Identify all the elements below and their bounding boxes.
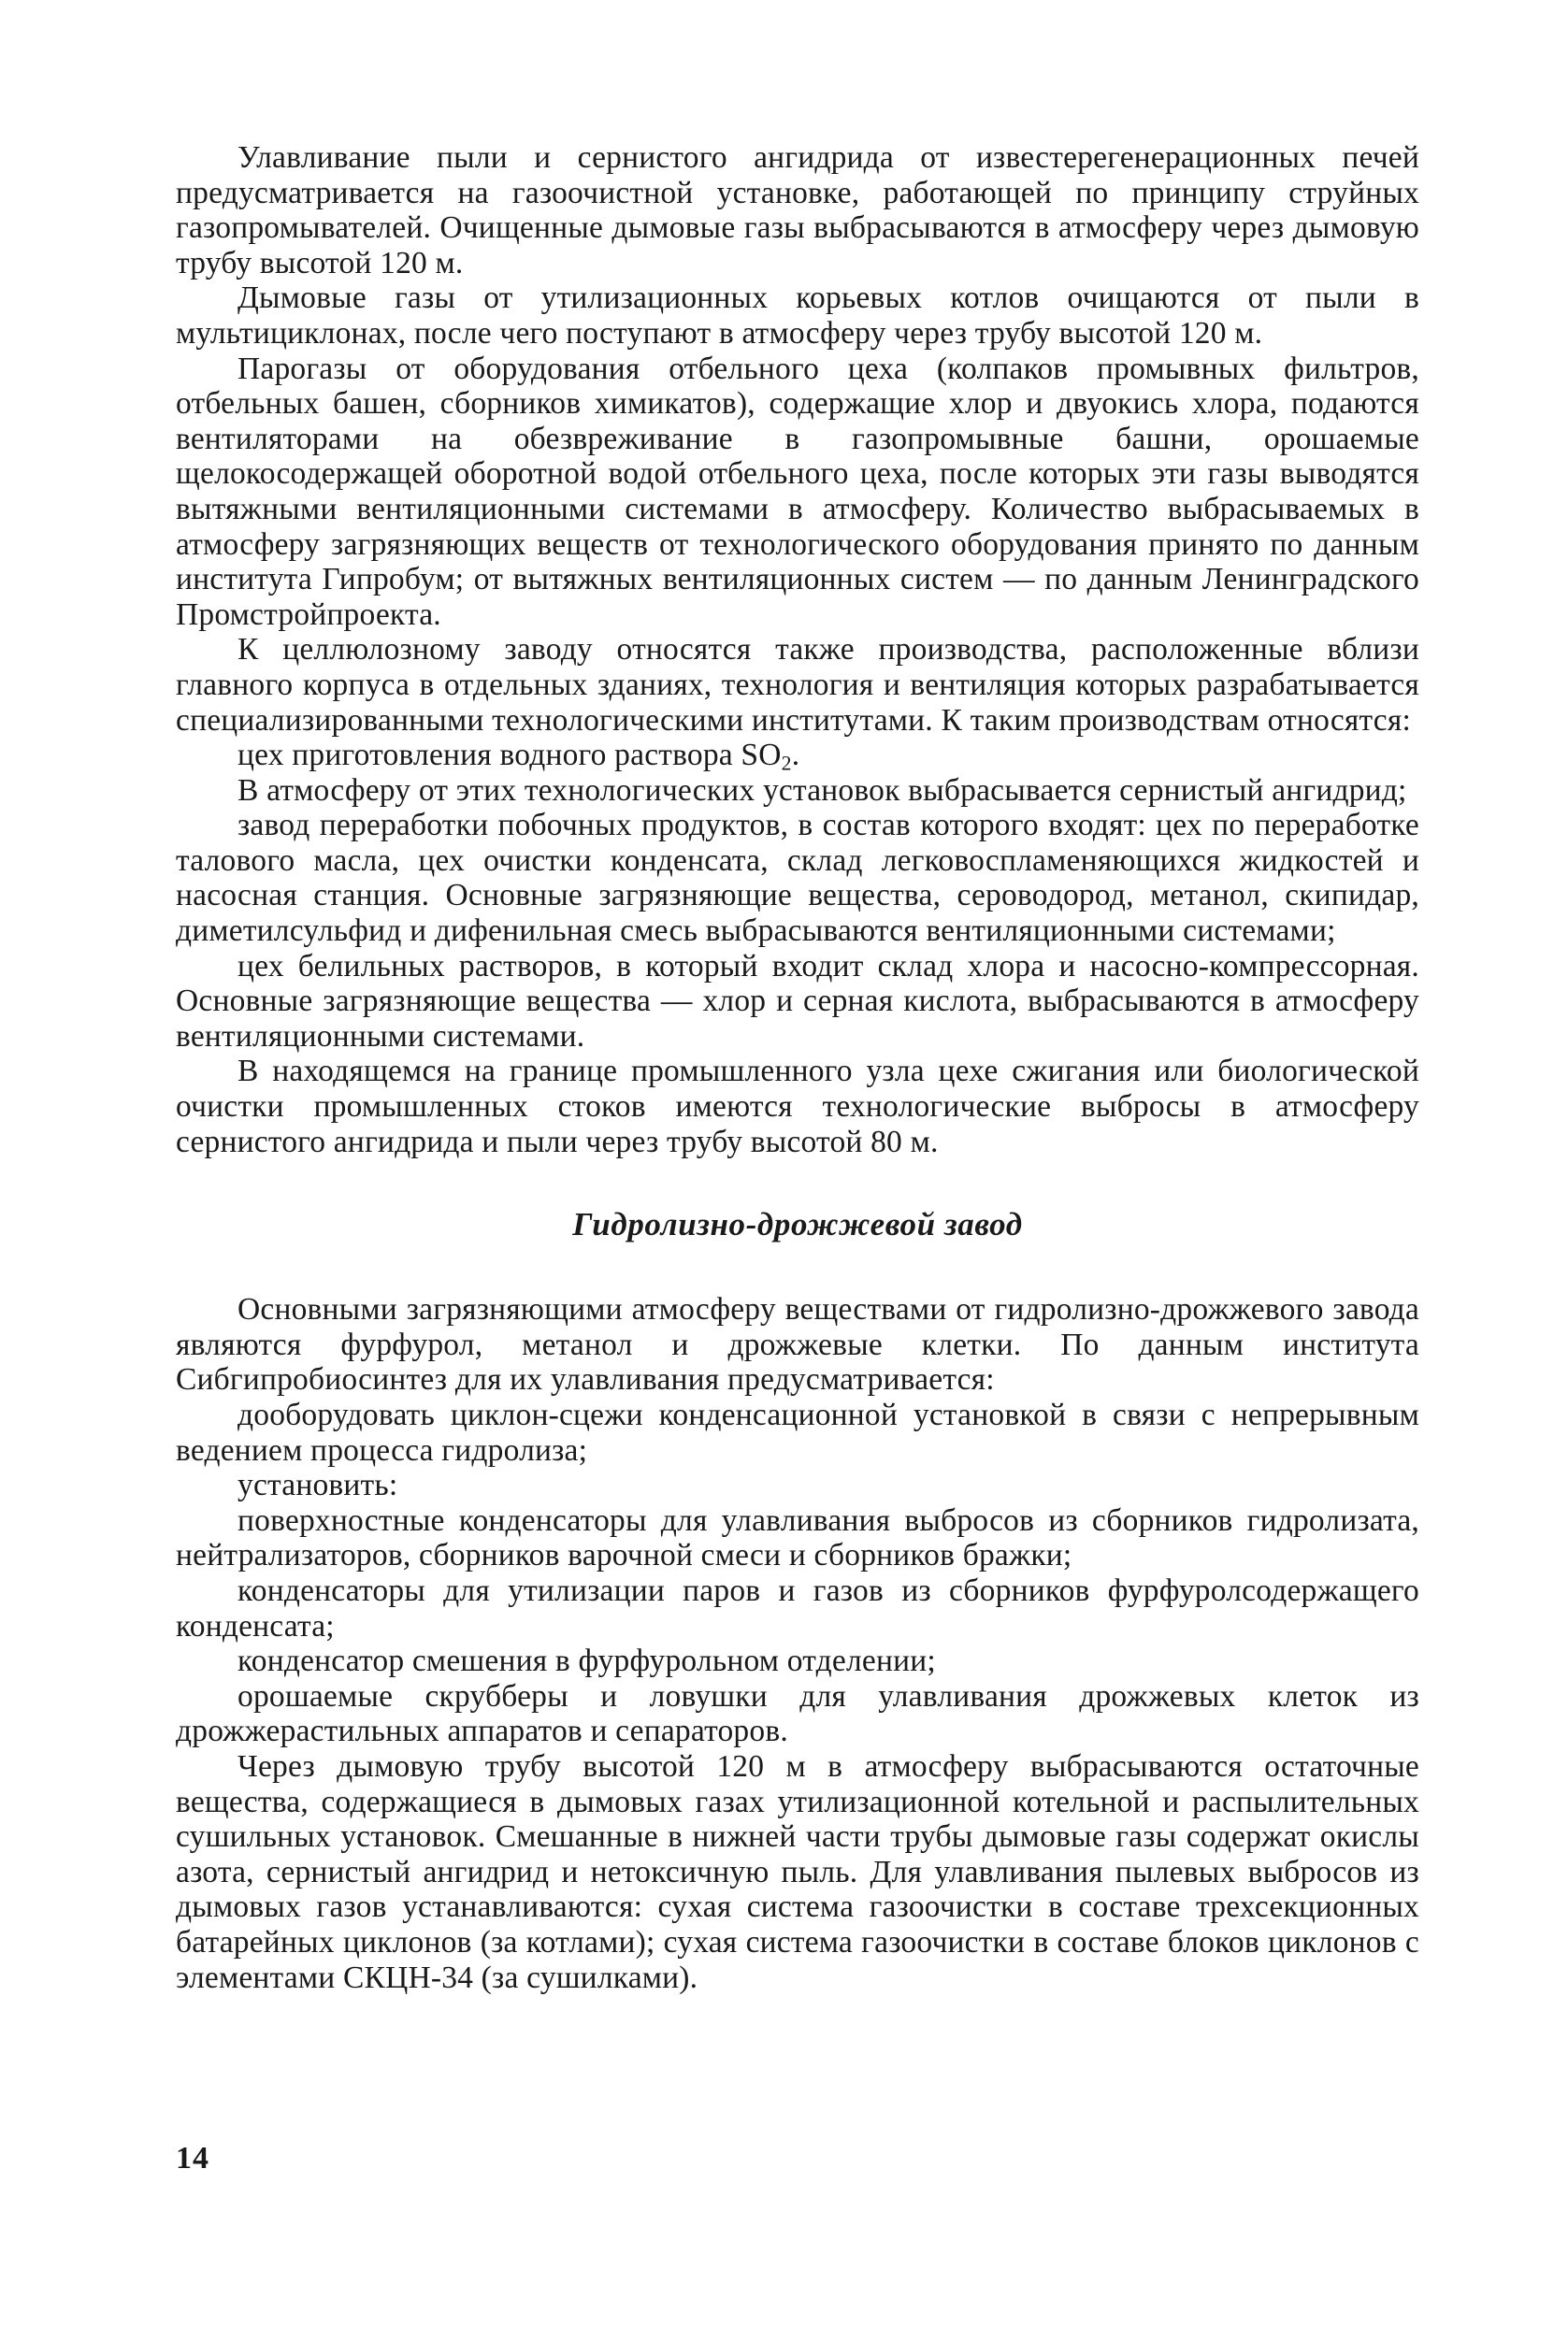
paragraph: Улавливание пыли и сернистого ангидрида от известерегенерационных печей предусматривается на газоочистной установке, работающей по принципу струйных газопромывателей. Очищенные дымовые газы выбрасываются в атмосферу через дымовую трубу высотой 120 м. [176, 140, 1419, 280]
paragraph: Дымовые газы от утилизационных корьевых котлов очищаются от пыли в мультициклонах, после чего поступают в атмосферу через трубу высотой 120 м. [176, 280, 1419, 351]
section-heading: Гидролизно-дрожжевой завод [572, 1206, 1023, 1243]
paragraph: Парогазы от оборудования отбельного цеха (колпаков промывных фильтров, отбельных башен, сборников химикатов), содержащие хлор и двуокись хлора, подаются вентиляторами на обезвреживание в газопромывные башни, орошаемые щелокосодержащей оборотной водой отбельного цеха, после которых эти газы выводятся вытяжными вентиляционными системами в атмосферу. Количество выбрасываемых в атмосферу загрязняющих веществ от технологического оборудования принято по данным института Гипробум; от вытяжных вентиляционных систем — по данным Ленинградского Промстройпроекта. [176, 351, 1419, 632]
paragraph: завод переработки побочных продуктов, в состав которого входят: цех по переработке талового масла, цех очистки конденсата, склад легковоспламеняющихся жидкостей и насосная станция. Основные загрязняющие вещества, сероводород, метанол, скипидар, диметилсульфид и дифенильная смесь выбрасываются вентиляционными системами; [176, 808, 1419, 949]
paragraph: дооборудовать циклон-сцежи конденсационной установкой в связи с непрерывным ведением процесса гидролиза; [176, 1398, 1419, 1468]
paragraph: установить: [237, 1468, 398, 1503]
paragraph: В атмосферу от этих технологических установок выбрасывается сернистый ангидрид; [237, 772, 1407, 808]
paragraph-so2 [176, 738, 1419, 773]
paragraph: К целлюлозному заводу относятся также производства, расположенные вблизи главного корпуса в отдельных зданиях, технология и вентиляция которых разрабатывается специализированными технологическими институтами. К таким производствам относятся: [176, 632, 1419, 738]
paragraph: Через дымовую трубу высотой 120 м в атмосферу выбрасываются остаточные вещества, содержащиеся в дымовых газах утилизационной котельной и распылительных сушильных установок. Смешанные в нижней части трубы дымовые газы содержат окислы азота, сернистый ангидрид и нетоксичную пыль. Для улавливания пылевых выбросов из дымовых газов устанавливаются: сухая система газоочистки в составе трехсекционных батарейных циклонов (за котлами); сухая система газоочистки в составе блоков циклонов с элементами СКЦН-34 (за сушилками). [176, 1748, 1419, 1995]
paragraph: В находящемся на границе промышленного узла цехе сжигания или биологической очистки промышленных стоков имеются технологические выбросы в атмосферу сернистого ангидрида и пыли через трубу высотой 80 м. [176, 1054, 1419, 1159]
paragraph: конденсатор смешения в фурфурольном отделении; [237, 1644, 936, 1679]
document-page [176, 140, 1419, 2244]
paragraph: цех белильных растворов, в который входит склад хлора и насосно-компрессорная. Основные загрязняющие вещества — хлор и серная кислота, выбрасываются в атмосферу вентиляционными системами. [176, 948, 1419, 1054]
paragraph: поверхностные конденсаторы для улавливания выбросов из сборников гидролизата, нейтрализаторов, сборников варочной смеси и сборников бражки; [176, 1502, 1419, 1573]
so2-subscript: 2 [781, 752, 792, 775]
paragraph: орошаемые скрубберы и ловушки для улавливания дрожжевых клеток из дрожжерастильных аппаратов и сепараторов. [176, 1678, 1419, 1749]
so2-line-text: цех приготовления водного раствора SO [237, 738, 782, 773]
page-number: 14 [176, 2141, 209, 2176]
paragraph: Основными загрязняющими атмосферу веществами от гидролизно-дрожжевого завода являются фурфурол, метанол и дрожжевые клетки. По данным института Сибгипробиосинтез для их улавливания предусматривается: [176, 1292, 1419, 1398]
paragraph: конденсаторы для утилизации паров и газов из сборников фурфуролсодержащего конденсата; [176, 1573, 1419, 1644]
so2-line-suffix: . [791, 738, 800, 773]
